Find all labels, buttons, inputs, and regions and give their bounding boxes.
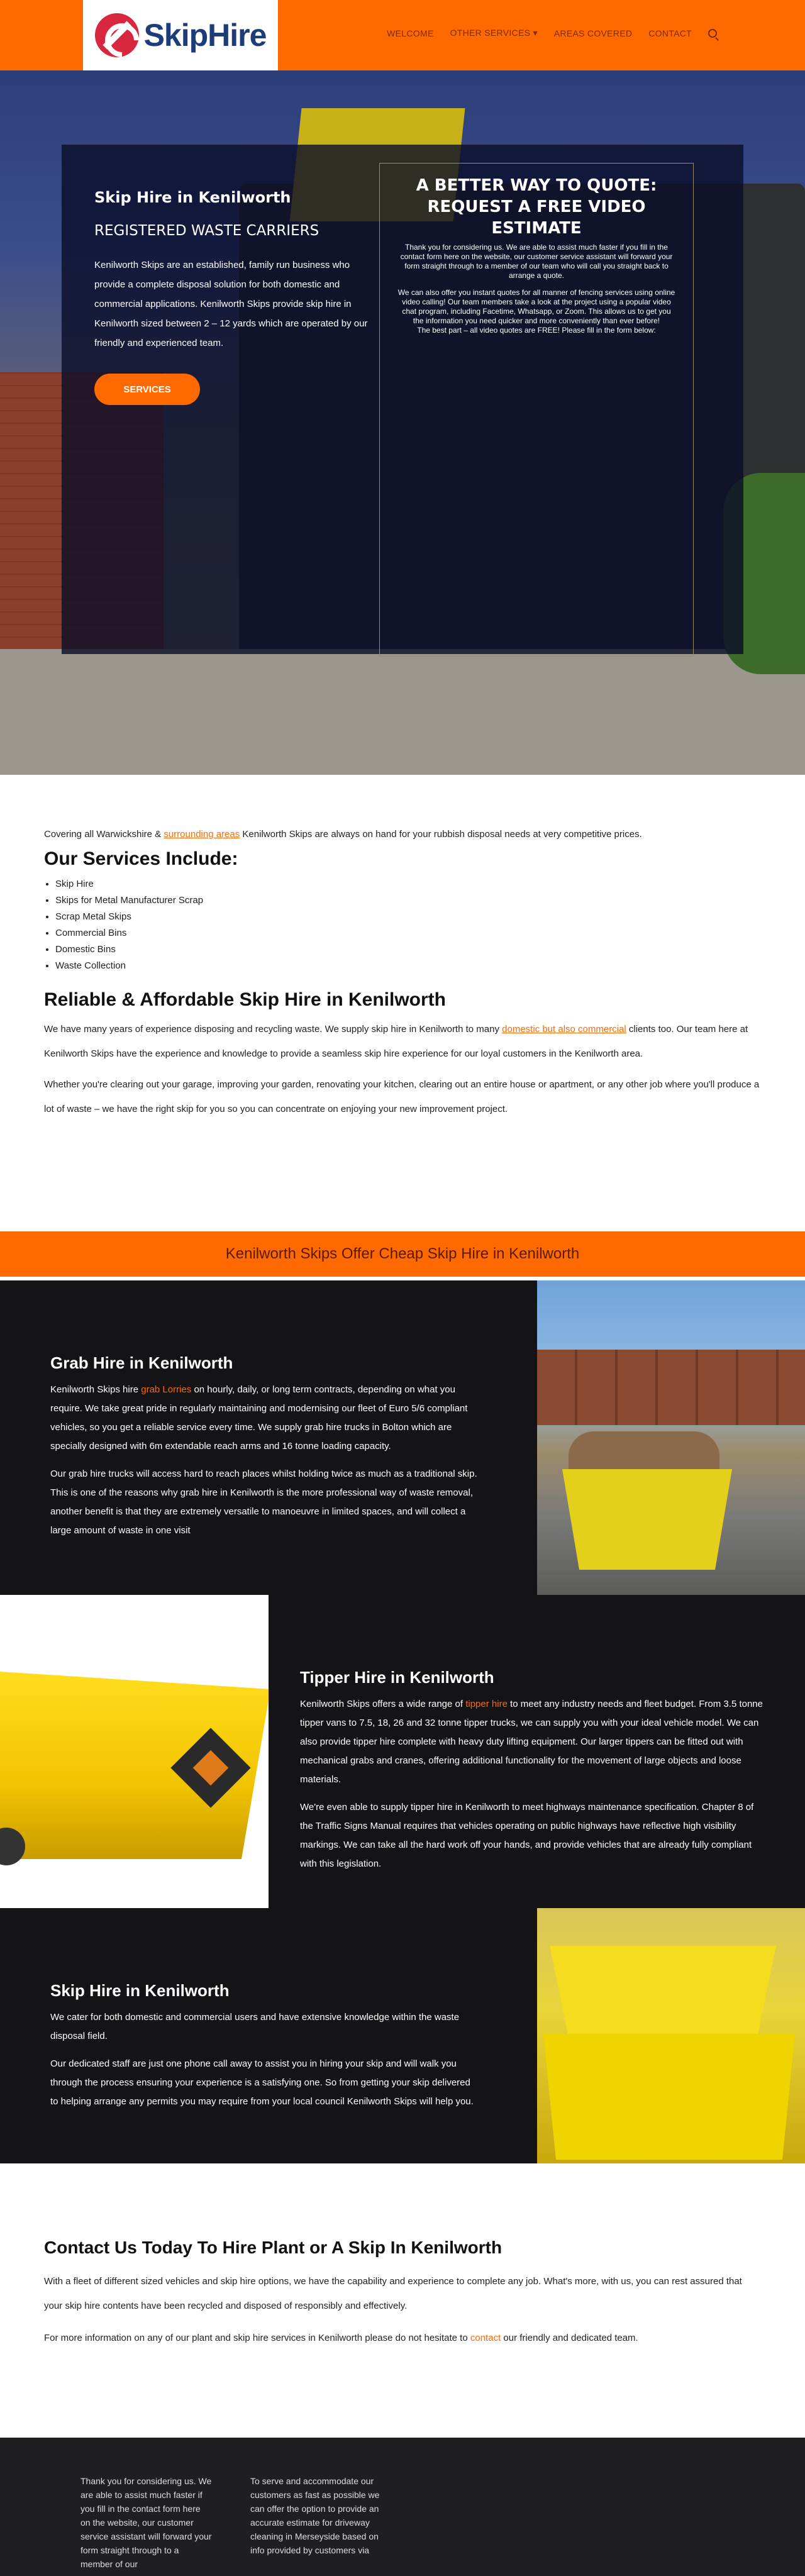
quote-paragraph-1: Thank you for considering us. We are able to assist much faster if you fill in the contact form here on the website, our customer service assistant will forward your form straight through to a member of our team who will call you straight back to arrange a quote. [400,243,673,280]
video-quote-box [379,163,694,657]
tipper-p1-text: Kenilworth Skips offers a wide range of [300,1699,466,1709]
nav-contact[interactable]: CONTACT [648,28,692,38]
footer-column-2: To serve and accommodate our customers as fast as possible we can offer the option to provide an accurate estimate for driveway cleaning in Merseyside based on info provided by customers via [250,2476,380,2555]
contact-title: Contact Us Today To Hire Plant or A Skip In Kenilworth [44,2238,502,2257]
intro-section [44,829,761,1121]
grab-lorries-link[interactable]: grab Lorries [141,1384,192,1395]
list-item: • Commercial Bins [55,925,761,941]
contact-p2-text-end: our friendly and dedicated team. [501,2333,638,2343]
services-list [55,876,761,974]
list-item: • Domestic Bins [55,941,761,958]
contact-section [44,2238,761,2358]
yellow-skip-image [0,1595,269,1908]
search-icon[interactable] [708,29,717,38]
hero-body: Kenilworth Skips are an established, family run business who provide a complete disposal solution for both domestic and commercial applications. Kenilworth Skips provide skip hire in Kenilworth sized between 2 – 12 yards which are operated by our friendly and experienced team. [94,260,368,348]
intro-lead-text: Covering all Warwickshire & [44,829,164,840]
nav-areas-covered[interactable]: AREAS COVERED [553,28,633,38]
grab-hire-title: Grab Hire in Kenilworth [50,1353,233,1372]
logo-text: SkipHire [143,18,267,53]
skip-hire-title: Skip Hire in Kenilworth [50,1981,230,2000]
logo[interactable] [83,0,278,70]
hero-subtitle: REGISTERED WASTE CARRIERS [94,223,319,239]
quote-paragraph-2: We can also offer you instant quotes for all manner of fencing services using online video calling! Our team members take a look at the project using a popular video chat program, including Facetime, Whatsapp, or Zoom. This allows us to get you the information you need quicker and more conveniently than ever before! [397,288,675,325]
skips-image [537,1908,805,2163]
contact-paragraph-1: With a fleet of different sized vehicles and skip hire options, we have the capability and experience to complete any job. What's more, with us, you can rest assured that your skip hire contents have been recycled and disposed of responsibly and effectively. [44,2276,742,2311]
tipper-hire-title: Tipper Hire in Kenilworth [300,1668,494,1687]
hero-section [0,70,805,775]
promo-band [0,1231,805,1277]
quote-paragraph-3: The best part – all video quotes are FREE! Please fill in the form below: [417,326,656,335]
chevron-down-icon: ▾ [533,28,538,38]
intro-p1-text-end: clients too. Our team here at Kenilworth Skips have the experience and knowledge to provide a seamless skip hire experience for our loyal customers in the Kenilworth area. [44,1024,748,1059]
services-button[interactable]: SERVICES [94,374,200,405]
intro-paragraph-1 [44,1017,761,1066]
grab-hire-content [50,1353,478,1549]
intro-paragraph-2: Whether you're clearing out your garage, improving your garden, renovating your kitchen, clearing out an entire house or apartment, or any other job where you'll produce a lot of waste – we have the right skip for you so you can concentrate on enjoying your new improvement project. [44,1079,760,1114]
surrounding-areas-link[interactable]: surrounding areas [164,829,240,840]
skip-hire-content [50,1981,478,2120]
list-item: • Skips for Metal Manufacturer Scrap [55,892,761,909]
skip-hire-paragraph-2: Our dedicated staff are just one phone call away to assist you in hiring your skip and will walk you through the process ensuring your experience is a satisfying one. So from getting your skip delivered to helping arrange any permits you may require from your local council Kenilworth Skips will help you. [50,2058,474,2107]
nav-welcome[interactable]: WELCOME [387,28,434,38]
site-header [0,0,805,70]
tipper-p1-text-end: to meet any industry needs and fleet budget. From 3.5 tonne tipper vans to 7.5, 18, 26 and 32 tonne tipper trucks, we can supply you with your ideal vehicle model. We can also provide tipper hire complete with heavy duty lifting equipment. Our larger tippers can be fitted out with mechanical grabs and cranes, offering additional functionality for the movement of large objects and loose materials. [300,1699,763,1785]
list-item: • Scrap Metal Skips [55,909,761,925]
tipper-hire-paragraph-2: We're even able to supply tipper hire in Kenilworth to meet highways maintenance specification. Chapter 8 of the Traffic Signs Manual requires that vehicles operating on public highways have reflective high visibility markings. We can take all the hard work off your hands, and provide vehicles that are already fully compliant with this legislation. [300,1802,754,1869]
tipper-hire-paragraph-1 [300,1695,765,1789]
skip-shape [550,1946,776,2034]
hero-intro [94,189,377,353]
contact-p2-text: For more information on any of our plant and skip hire services in Kenilworth please do not hesitate to [44,2333,470,2343]
site-footer [0,2438,805,2576]
grab-p1-text: Kenilworth Skips hire [50,1384,142,1395]
promo-band-text: Kenilworth Skips Offer Cheap Skip Hire in Kenilworth [225,1245,580,1262]
footer-column-1: Thank you for considering us. We are able to assist much faster if you fill in the contact form here on the website, our customer service assistant will forward your form straight through to a member of our [80,2476,212,2569]
skip-shape [543,2034,795,2160]
list-item: • Skip Hire [55,876,761,892]
nav-other-services-label: OTHER SERVICES [450,28,531,38]
intro-lead [44,829,761,840]
contact-link[interactable]: contact [470,2333,501,2343]
hero-background-road [0,649,805,775]
tipper-hire-link[interactable]: tipper hire [465,1699,508,1709]
grab-hire-paragraph-2: Our grab hire trucks will access hard to reach places whilst holding twice as much as a traditional skip. This is one of the reasons why grab hire in Kenilworth is the more professional way of waste removal, another benefit is that they are extremely versatile to manoeuvre in limited spaces, and will collect a large amount of waste in one visit [50,1468,477,1536]
skiphire-logo-icon [95,13,139,57]
list-item: • Waste Collection [55,958,761,974]
grab-hire-paragraph-1 [50,1380,478,1456]
intro-lead-text-end: Kenilworth Skips are always on hand for your rubbish disposal needs at very competitive prices. [240,829,642,840]
houses-shape [537,1350,805,1425]
street-skip-image [537,1280,805,1595]
skip-hire-paragraph-1: We cater for both domestic and commercial users and have extensive knowledge within the waste disposal field. [50,2012,460,2041]
nav-other-services[interactable] [450,28,538,38]
quote-title: A BETTER WAY TO QUOTE: REQUEST A FREE VIDEO ESTIMATE [416,176,657,238]
contact-paragraph-2 [44,2326,761,2350]
grab-p1-text-end: on hourly, daily, or long term contracts, depending on what you require. We take great pride in regularly maintaining and modernising our fleet of Euro 5/6 compliant vehicles, so you get a reliable service every time. We supply grab hire trucks in Bolton which are specially designed with 6m extendable reach arms and 16 tonne loading capacity. [50,1384,468,1452]
reliable-heading: Reliable & Affordable Skip Hire in Kenilworth [44,989,446,1010]
domestic-commercial-link[interactable]: domestic but also commercial [502,1024,626,1035]
services-heading: Our Services Include: [44,848,238,869]
intro-p1-text: We have many years of experience disposing and recycling waste. We supply skip hire in Kenilworth to many [44,1024,502,1035]
tipper-hire-content [300,1668,765,1882]
hero-title: Skip Hire in Kenilworth [94,189,291,206]
main-nav [387,28,717,38]
skip-shape [562,1469,732,1570]
